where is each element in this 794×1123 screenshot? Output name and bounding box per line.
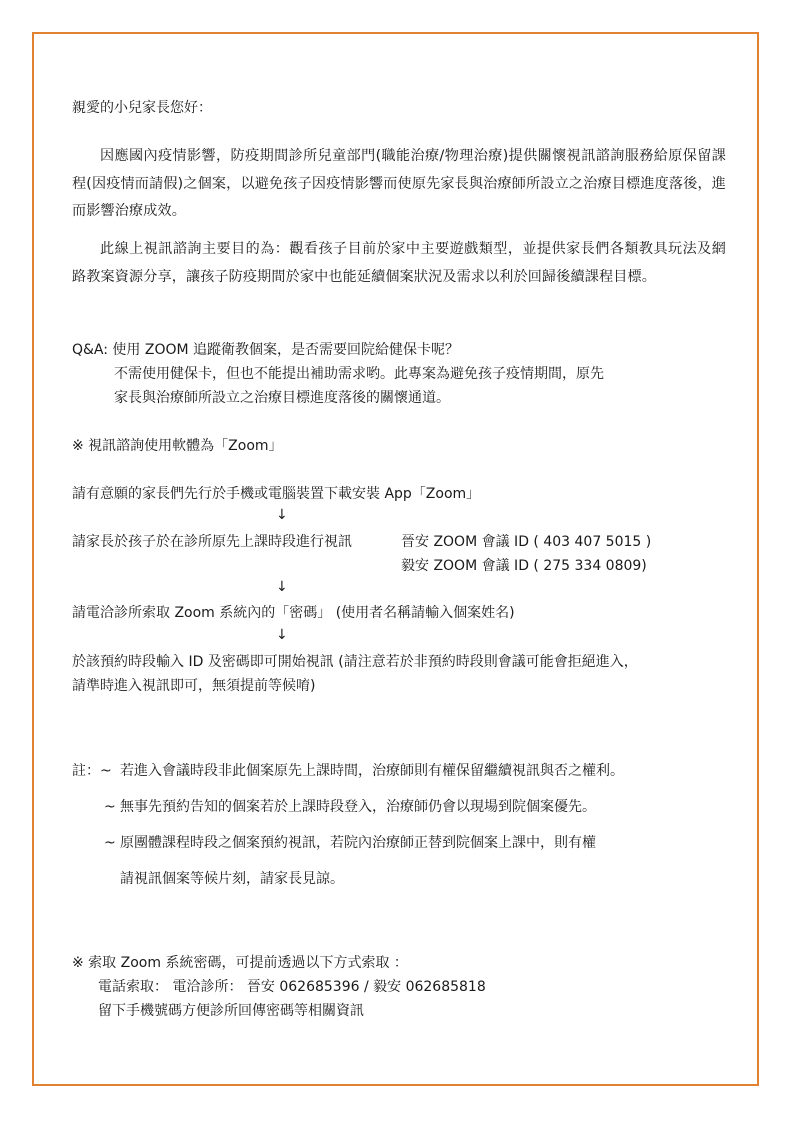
- down-arrow-icon: ↓: [276, 627, 288, 643]
- step-request-password: 請電洽診所索取 Zoom 系統內的「密碼」 (使用者名稱請輸入個案姓名): [72, 605, 515, 621]
- password-phone-line: 電話索取： 電洽診所： 晉安 062685396 / 毅安 062685818: [98, 979, 486, 995]
- note-group-class-line2: 請視訊個案等候片刻，請家長見諒。: [120, 871, 344, 887]
- note-group-class-line1: 原團體課程時段之個案預約視訊，若院內治療師正替到院個案上課中，則有權: [120, 835, 596, 851]
- password-sms-line: 留下手機號碼方便診所回傳密碼等相關資訊: [98, 1003, 364, 1019]
- step-join-video: 請家長於孩子於在診所原先上課時段進行視訊: [72, 534, 352, 550]
- greeting: 親愛的小兒家長您好：: [72, 100, 212, 116]
- meeting-id-jinan: 晉安 ZOOM 會議 ID ( 403 407 5015 ): [401, 534, 652, 550]
- step-download-app: 請有意願的家長們先行於手機或電腦裝置下載安裝 App「Zoom」: [72, 486, 481, 502]
- step-enter-id-line1: 於該預約時段輸入 ID 及密碼即可開始視訊 (請注意若於非預約時段則會議可能會拒絕進入，: [72, 654, 638, 670]
- down-arrow-icon: ↓: [276, 579, 288, 595]
- note2-prefix: ~: [104, 799, 116, 815]
- down-arrow-icon: ↓: [276, 507, 288, 523]
- note3-prefix: ~: [104, 835, 116, 851]
- qa-question: Q&A: 使用 ZOOM 追蹤衛教個案，是否需要回院給健保卡呢？: [72, 342, 460, 358]
- notes-prefix: 註：~: [72, 763, 112, 779]
- note-time-rights: 若進入會議時段非此個案原先上課時間，治療師則有權保留繼續視訊與否之權利。: [120, 763, 624, 779]
- qa-answer-line1: 不需使用健保卡，但也不能提出補助需求哟。此專案為避免孩子疫情期間，原先: [114, 366, 604, 382]
- step-enter-id-line2: 請準時進入視訊即可，無須提前等候唷): [72, 678, 316, 694]
- software-note: ※ 視訊諮詢使用軟體為「Zoom」: [72, 438, 283, 454]
- password-title: ※ 索取 Zoom 系統密碼，可提前透過以下方式索取 ：: [72, 955, 408, 971]
- paragraph-intro: 因應國內疫情影響，防疫期間診所兒童部門(職能治療/物理治療)提供關懷視訊諮詢服務給原保留課程(因疫情而請假)之個案，以避免孩子因疫情影響而使原先家長與治療師所設立之治療目標進度落後，進而影響治療成效。: [72, 148, 726, 219]
- meeting-id-yian: 毅安 ZOOM 會議 ID ( 275 334 0809): [401, 558, 647, 574]
- note-walkin-priority: 無事先預約告知的個案若於上課時段登入，治療師仍會以現場到院個案優先。: [120, 799, 596, 815]
- paragraph-purpose: 此線上視訊諮詢主要目的為：觀看孩子目前於家中主要遊戲類型，並提供家長們各類教具玩法及網路教案資源分享，讓孩子防疫期間於家中也能延續個案狀況及需求以利於回歸後續課程目標。: [72, 241, 726, 285]
- qa-answer-line2: 家長與治療師所設立之治療目標進度落後的關懷通道。: [114, 390, 450, 406]
